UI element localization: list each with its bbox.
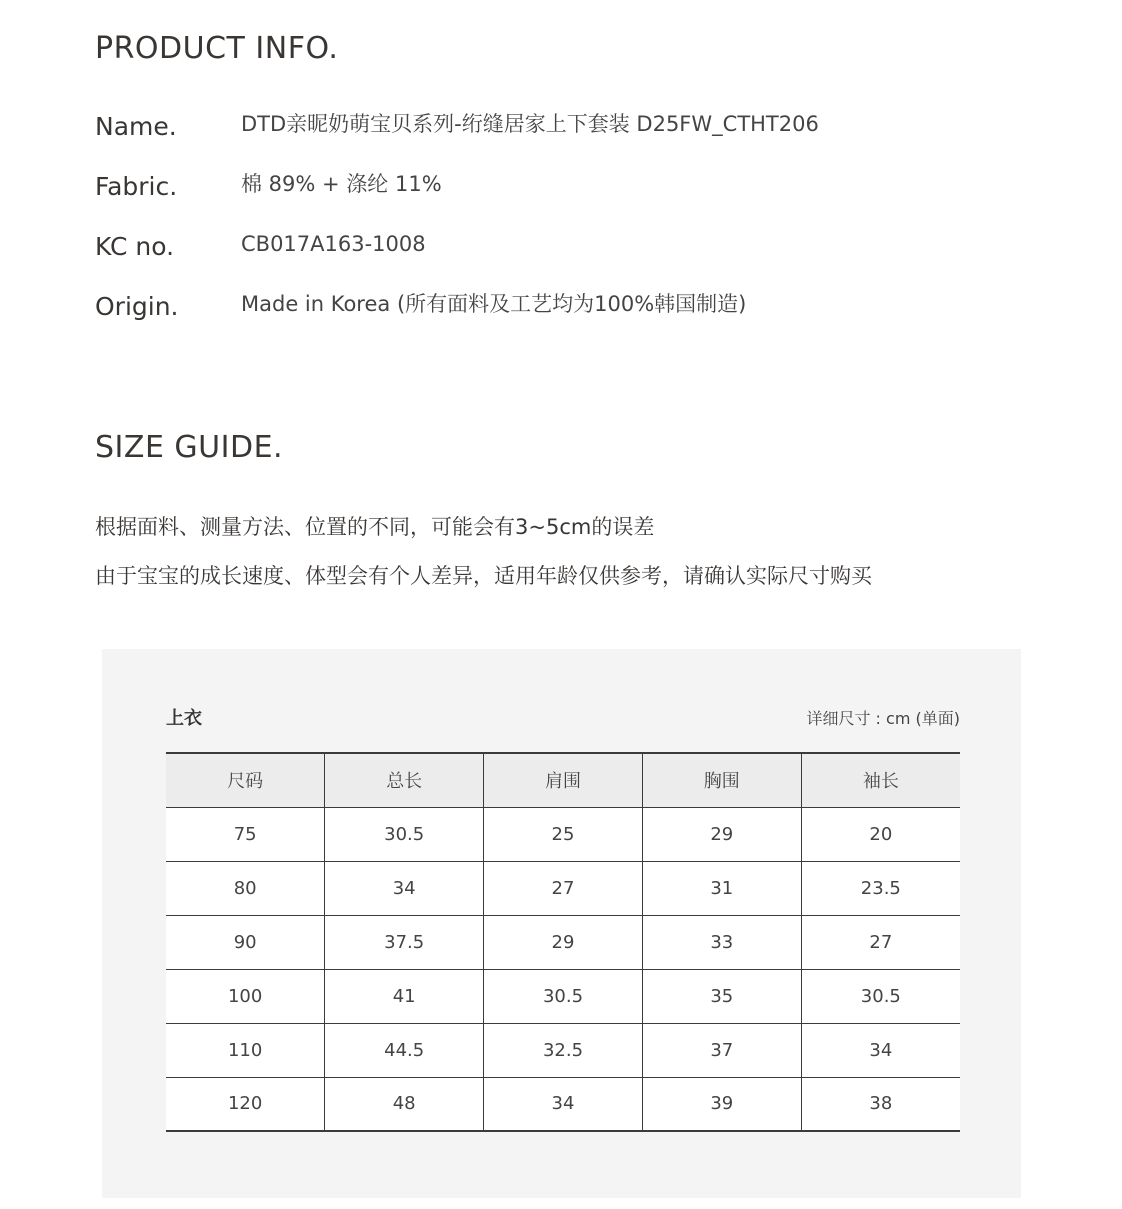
size-table-header-row — [166, 753, 960, 807]
table-row — [166, 861, 960, 915]
info-row-origin — [95, 288, 995, 328]
info-value-kc-no: CB017A163-1008 — [241, 232, 426, 256]
info-value-name: DTD亲昵奶萌宝贝系列-绗缝居家上下套装 D25FW_CTHT206 — [241, 112, 819, 136]
cell-chest: 39 — [642, 1077, 801, 1131]
cell-sleeve: 34 — [801, 1023, 960, 1077]
cell-length: 34 — [325, 861, 484, 915]
info-value-fabric: 棉 89% + 涤纶 11% — [241, 172, 442, 196]
cell-size: 75 — [233, 823, 257, 845]
cell-size: 100 — [227, 985, 263, 1007]
size-table-panel — [102, 649, 1021, 1198]
size-guide-title: SIZE GUIDE. — [95, 430, 284, 465]
info-label-fabric: Fabric. — [95, 172, 178, 201]
cell-shoulder: 30.5 — [484, 969, 643, 1023]
cell-length: 44.5 — [325, 1023, 484, 1077]
cell-chest: 37 — [642, 1023, 801, 1077]
info-row-kc-no — [95, 228, 995, 268]
cell-length: 37.5 — [325, 915, 484, 969]
cell-shoulder: 27 — [484, 861, 643, 915]
cell-sleeve: 38 — [801, 1077, 960, 1131]
cell-size: 110 — [227, 1039, 263, 1061]
info-label-name: Name. — [95, 112, 177, 141]
size-note-age: 由于宝宝的成长速度、体型会有个人差异，适用年龄仅供参考，请确认实际尺寸购买 — [95, 564, 872, 588]
size-table-title: 上衣 — [166, 708, 202, 729]
info-row-fabric — [95, 168, 995, 208]
cell-sleeve: 20 — [801, 807, 960, 861]
header-shoulder: 肩围 — [484, 753, 643, 807]
cell-chest: 35 — [642, 969, 801, 1023]
table-row — [166, 969, 960, 1023]
size-table-unit: 详细尺寸 : cm (单面) — [806, 709, 960, 728]
header-length: 总长 — [325, 753, 484, 807]
size-note-error: 根据面料、测量方法、位置的不同，可能会有3~5cm的误差 — [95, 515, 655, 539]
product-info-title: PRODUCT INFO. — [95, 31, 339, 66]
cell-shoulder: 32.5 — [484, 1023, 643, 1077]
header-sleeve: 袖长 — [801, 753, 960, 807]
cell-chest: 29 — [642, 807, 801, 861]
cell-sleeve: 27 — [801, 915, 960, 969]
size-table — [166, 752, 960, 1132]
cell-length: 41 — [325, 969, 484, 1023]
info-value-origin: Made in Korea (所有面料及工艺均为100%韩国制造) — [241, 292, 747, 316]
cell-chest: 33 — [642, 915, 801, 969]
table-row — [166, 1023, 960, 1077]
cell-length: 30.5 — [325, 807, 484, 861]
cell-shoulder: 34 — [484, 1077, 643, 1131]
table-row — [166, 915, 960, 969]
info-row-name — [95, 108, 995, 148]
cell-sleeve: 23.5 — [801, 861, 960, 915]
cell-chest: 31 — [642, 861, 801, 915]
cell-sleeve: 30.5 — [801, 969, 960, 1023]
info-label-origin: Origin. — [95, 292, 179, 321]
cell-shoulder: 25 — [484, 807, 643, 861]
table-row — [166, 807, 960, 861]
cell-size: 90 — [233, 931, 257, 953]
info-label-kc-no: KC no. — [95, 232, 175, 261]
cell-size: 80 — [233, 877, 257, 899]
header-chest: 胸围 — [642, 753, 801, 807]
cell-shoulder: 29 — [484, 915, 643, 969]
cell-length: 48 — [325, 1077, 484, 1131]
header-size: 尺码 — [227, 771, 264, 793]
cell-size: 120 — [227, 1093, 263, 1115]
table-row — [166, 1077, 960, 1131]
